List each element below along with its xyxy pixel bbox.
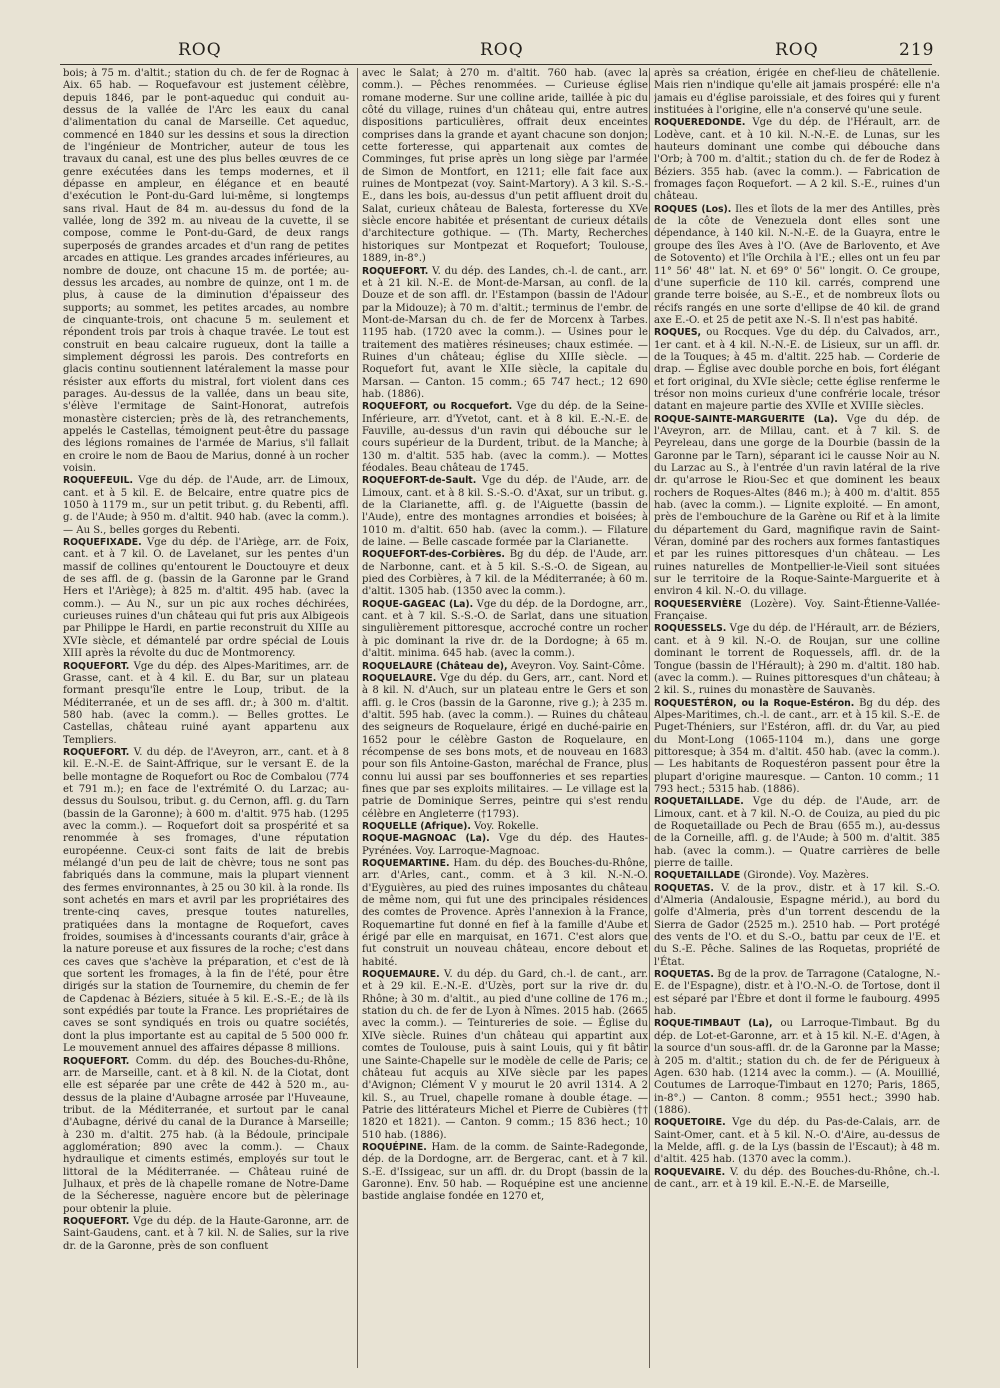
entry-headword: ROQUEFORT. — [63, 1055, 130, 1067]
entry-headword: ROQUE-SAINTE-MARGUERITE (La). — [654, 413, 838, 425]
dictionary-entry — [362, 969, 648, 1142]
dictionary-entry — [63, 1216, 349, 1253]
header-rule — [60, 64, 932, 65]
entry-text: Vge du dép. de l'Aude, arr. de Limoux, cant. et à 8 kil. S.-S.-O. d'Axat, sur un tribut. g. de la Clarianette, affl. g. de l'Aiguette (bassin de l'Aude), entre des montagnes arrondies et boisées; à 1010 m. d'altit. 650 hab. (avec la comm.). — Filature de laine. — Belle cascade formée par la Clarianette. — [362, 475, 648, 549]
entry-headword: ROQUETAILLADE. — [654, 796, 744, 808]
entry-headword: ROQUESERVIÈRE — [654, 598, 742, 610]
entry-headword: ROQUEFORT. — [63, 1215, 130, 1227]
entry-headword: ROQUESTÉRON, ou la Roque-Estéron. — [654, 697, 855, 709]
running-head-center: ROQ — [480, 40, 524, 60]
entry-headword: ROQUÉPINE. — [362, 1141, 427, 1153]
entry-text: Vge du dép. du Pas-de-Calais, arr. de Saint-Omer, cant. et à 5 kil. N.-O. d'Aire, au-dessus de la Melde, affl. g. de la Lys (bassin de l'Escaut); à 48 m. d'altit. 425 hab. (1370 avec la comm.). — [654, 1117, 940, 1166]
entry-text: Vge du dép. de la Dordogne, arr., cant. et à 7 kil. S.-S.-O. de Sarlat, dans une situation singulièrement pittoresque, accroché contre un rocher à pic dominant la rive dr. de la Dordogne; à 65 m. d'altit. minima. 645 hab. (avec la comm.). — [362, 598, 648, 660]
entry-headword: ROQUES, — [654, 327, 702, 339]
dictionary-entry — [63, 475, 349, 537]
entry-headword: ROQUETAS. — [654, 969, 714, 981]
entry-text: Vge du dép. de l'Hérault, arr. de Lodève, cant. et à 10 kil. N.-N.-E. de Lunas, sur les hauteurs dominant une combe qui débouche dans l'Orb; à 700 m. d'altit.; station du ch. de fer de Rodez à Béziers. 355 hab. (avec la comm.). — Fabrication de fromages façon Roquefort. — A 2 kil. S.-E., ruines d'un château. — [654, 117, 940, 203]
dictionary-entry — [654, 1018, 940, 1117]
entry-headword: ROQUE-TIMBAUT (La), — [654, 1018, 773, 1030]
dictionary-entry — [362, 673, 648, 821]
dictionary-entry — [63, 1056, 349, 1216]
dictionary-entry — [362, 1142, 648, 1204]
dictionary-entry — [654, 117, 940, 203]
entry-headword: ROQUEFORT. — [362, 265, 429, 277]
dictionary-entry — [362, 661, 648, 673]
entry-text: V. du dép. du Gard, ch.-l. de cant., arr. et à 29 kil. E.-N.-E. d'Uzès, port sur la rive dr. du Rhône; à 30 m. d'altit., au pied d'une colline de 176 m.; station du ch. de fer de Lyon à Nîmes. 2015 hab. (2665 avec la comm.). — Teintureries de soie. — Église du XIVe siècle. Ruines d'un château qui appartint aux comtes de Toulouse, puis à saint Louis, qui y fit bâtir une Sainte-Chapelle sur le modèle de celle de Paris; ce château fut acquis au XIVe siècle par les papes d'Avignon; Clément V y mourut le 20 avril 1314. A 2 kil. S., au Truel, chapelle romane à double étage. — Patrie des littérateurs Michel et Pierre de Cubières (†† 1820 et 1821). — Canton. 9 comm.; 15 836 hect.; 10 510 hab. (1886). — [362, 969, 648, 1141]
column-divider — [357, 68, 358, 1368]
entry-headword: ROQUEFEUIL. — [63, 475, 134, 487]
dictionary-entry — [654, 796, 940, 870]
dictionary-entry — [362, 475, 648, 549]
entry-text: Comm. du dép. des Bouches-du-Rhône, arr. de Marseille, cant. et à 8 kil. N. de la Ciotat, dont elle est séparée par une crête de 442 à 520 m., au-dessus de la plaine d'Aubagne arrosée par l'Huveaune, tribut. de la Méditerranée, et surtout par le canal d'Aubagne, dérivé du canal de la Durance à Marseille; à 230 m. d'altit. 275 hab. (à la Bédoule, principale agglomération; 890 avec la comm.). — Chaux hydraulique et ciments estimés, employés sur tout le littoral de la Méditerranée. — Château ruiné de Julhaux, et près de là chapelle romane de Notre-Dame de la Sécheresse, naguère encore but de pèlerinage pour obtenir la pluie. — [63, 1055, 349, 1215]
entry-headword: ROQUE-MAGNOAC (La). — [362, 833, 490, 845]
entry-text: Vge du dép. de la Haute-Garonne, arr. de Saint-Gaudens, cant. et à 7 kil. N. de Salies, sur la rive dr. de la Garonne, près de son confluent — [63, 1215, 349, 1252]
dictionary-entry — [654, 414, 940, 599]
entry-text: ou Larroque-Timbaut. Bg du dép. de Lot-et-Garonne, arr. et à 15 kil. N.-E. d'Agen, à la source d'un sous-affl. dr. de la Garonne par la Masse; à 205 m. d'altit.; station du ch. de fer de Périgueux à Agen. 630 hab. (1214 avec la comm.). — (A. Mouillié, Coutumes de Larroque-Timbaut en 1270; Paris, 1865, in-8°.) — Canton. 8 comm.; 9551 hect.; 3990 hab. (1886). — [654, 1018, 940, 1116]
column-1 — [63, 68, 349, 1368]
dictionary-entry — [654, 68, 940, 117]
dictionary-entry — [362, 401, 648, 475]
column-3 — [654, 68, 940, 1368]
dictionary-entry — [362, 858, 648, 969]
dictionary-entry — [362, 266, 648, 402]
entry-headword: ROQUEREDONDE. — [654, 117, 746, 129]
entry-text: avec le Salat; à 270 m. d'altit. 760 hab. (avec la comm.). — Pêches renommées. — Curieuse église romane moderne. Sur une colline aride, taillée à pic du côté du village, ruines d'un château qui, entre autres dispositions particulières, offrait deux enceintes comprises dans la grande et ayant chacune son donjon; cette forteresse, qui appartenait aux comtes de Comminges, fut prise après un long siège par l'armée de Simon de Montfort, en 1211; elle fait face aux ruines de Montpezat (voy. Saint-Martory). A 3 kil. S.-S.-E., dans les bois, au-dessus d'un petit affluent droit du Salat, curieux château de Balesta, forteresse du XVe siècle encore habitée et présentant de curieux détails d'architecture gothique. — (Th. Marty, Recherches historiques sur Montpezat et Roquefort; Toulouse, 1889, in-8°.) — [362, 68, 648, 265]
entry-headword: ROQUEFORT-de-Sault. — [362, 475, 477, 487]
entry-text: Bg du dép. des Alpes-Maritimes, ch.-l. de cant., arr. et à 15 kil. S.-E. de Puget-Théniers, sur l'Estéron, affl. dr. du Var, au pied du Mont-Long (1065-1104 m.), dans une gorge pittoresque; à 354 m. d'altit. 450 hab. (avec la comm.). — Les habitants de Roquestéron passent pour être la plupart d'origine mauresque. — Canton. 10 comm.; 11 793 hect.; 5315 hab. (1886). — [654, 697, 940, 795]
entry-headword: ROQUESSELS. — [654, 623, 727, 635]
entry-text: Vge du dép. des Hautes-Pyrénées. Voy. Larroque-Magnoac. — [362, 833, 648, 857]
entry-text: ou Rocques. Vge du dép. du Calvados, arr., 1er cant. et à 4 kil. N.-N.-E. de Lisieux, sur un affl. dr. de la Touques; à 45 m. d'altit. 225 hab. — Corderie de drap. — Église avec double porche en bois, fort élégant et fort original, du XVIe siècle; cette église renferme le trésor non moins curieux d'une confrérie locale, trésor datant en majeure partie des XVIIe et XVIIIe siècles. — [654, 327, 940, 413]
entry-text: bois; à 75 m. d'altit.; station du ch. de fer de Rognac à Aix. 65 hab. — Roquefavour est justement célèbre, depuis 1846, par le pont-aqueduc qui conduit au-dessus de la vallée de l'Arc les eaux du canal d'alimentation du canal de Marseille. Cet aqueduc, commencé en 1840 sur les dessins et sous la direction de l'ingénieur de Montricher, auteur de tous les travaux du canal, est une des plus belles œuvres de ce genre exécutées dans les temps modernes, et il dépasse en ampleur, en élégance et en beauté d'exécution le Pont-du-Gard lui-même, si longtemps sans rival. Haut de 84 m. au-dessus du fond de la vallée, long de 392 m. au niveau de la cuvette, il se compose, comme le Pont-du-Gard, de deux rangs superposés de grandes arcades et d'un rang de petites arcades en attique. Les grandes arcades inférieures, au nombre de douze, ont chacune 15 m. de portée; au-dessus les arcades, au nombre de quinze, ont 1 m. de plus, à cause de la diminution d'épaisseur des supports; au sommet, les petites arcades, au nombre de cinquante-trois, ont chacune 5 m. seulement et répondent trois par trois à chaque travée. Le tout est construit en beau calcaire rugueux, dont la taille a simplement dégrossi les parois. Des contreforts en glacis continu soutiennent latéralement la masse pour résister aux efforts du mistral, fort violent dans ces parages. Au-dessus de la vallée, dans un beau site, s'élève l'ermitage de Saint-Honorat, autrefois monastère cistercien; près de là, des retranchements, appelés le Castellas, témoignent peut-être du passage des légions romaines de l'armée de Marius, s'il fallait en croire le nom de Baou de Marius, donné à un rocher voisin. — [63, 68, 349, 474]
entry-text: Vge du dép. de l'Aude, arr. de Limoux, cant. et à 7 kil. N.-O. de Couiza, au pied du pic de Roquetaillade ou Pech de Brau (655 m.), au-dessus de la Corneille, affl. g. de l'Aude; à 500 m. d'altit. 385 hab. (avec la comm.). — Quatre carrières de belle pierre de taille. — [654, 796, 940, 869]
dictionary-entry — [654, 698, 940, 797]
dictionary-entry — [654, 327, 940, 413]
entry-text: Ham. du dép. des Bouches-du-Rhône, arr. d'Arles, cant., comm. et à 3 kil. N.-N.-O. d'Eyguières, au pied des ruines imposantes du château de même nom, qui fut une des principales résidences des comtes de Provence. Après l'annexion à la France, Roquemartine fut donné en fief à la famille d'Aube et érigé par elle en marquisat, en 1671. C'est alors que fut construit un nouveau château, encore debout et habité. — [362, 858, 648, 968]
entry-headword: ROQUEVAIRE. — [654, 1166, 726, 1178]
column-divider — [649, 68, 650, 1368]
entry-text: Vge du dép. de l'Ariège, arr. de Foix, cant. et à 7 kil. O. de Lavelanet, sur les pentes d'un massif de collines qu'entourent le Douctouyre et deux de ses affl. de g. (bassin de la Garonne par le Grand Hers et l'Ariège); à 825 m. d'altit. 495 hab. (avec la comm.). — Au N., sur un pic aux roches déchirées, curieuses ruines d'un château qui fut pris aux Albigeois par Philippe le Hardi, en partie reconstruit du XIIIe au XVIe siècle, et démantelé par ordre spécial de Louis XIII après la révolte du duc de Montmorency. — [63, 537, 349, 660]
entry-headword: ROQUETOIRE. — [654, 1117, 726, 1129]
dictionary-entry — [654, 623, 940, 697]
entry-headword: ROQUEFORT. — [63, 660, 130, 672]
dictionary-entry — [63, 661, 349, 747]
dictionary-entry — [63, 68, 349, 475]
dictionary-entry — [654, 1167, 940, 1192]
dictionary-entry — [362, 599, 648, 661]
page-number: 219 — [899, 40, 935, 60]
entry-text: Vge du dép. de l'Aveyron, arr. de Millau, cant. et à 7 kil. S. de Peyreleau, dans une gorge de la Dourbie (bassin de la Garonne par le Tarn), séparant ici le causse Noir au N. du Larzac au S., à l'entrée d'un ravin latéral de la rive dr. qu'arrose le Riou-Sec et que dominent les beaux rochers de Roques-Altes (846 m.); à 400 m. d'altit. 855 hab. (avec la comm.). — Lignite exploité. — En amont, près de l'embouchure de la Garène ou Rif et à la limite du département du Gard, magnifique ravin de Saint-Véran, dominé par des rochers aux formes fantastiques et par les ruines pittoresques d'un château. — Les ruines naturelles de Montpellier-le-Vieil sont situées sur le territoire de la Roque-Sainte-Marguerite et à environ 4 kil. N.-O. du village. — [654, 413, 940, 598]
dictionary-entry — [362, 68, 648, 266]
dictionary-entry — [654, 870, 940, 882]
entry-text: après sa création, érigée en chef-lieu de châtellenie. Mais rien n'indique qu'elle ait jamais prospéré: elle n'a jamais eu d'église paroissiale, et des foires qui y furent instituées à l'origine, elle n'a conservé qu'une seule. — [654, 68, 940, 117]
dictionary-entry — [654, 969, 940, 1018]
entry-headword: ROQUEFORT. — [63, 746, 130, 758]
dictionary-entry — [654, 599, 940, 624]
dictionary-entry — [63, 747, 349, 1056]
entry-text: (Gironde). Voy. Mazères. — [743, 870, 869, 882]
entry-text: V. du dép. des Landes, ch.-l. de cant., arr. et à 21 kil. N.-E. de Mont-de-Marsan, au confl. de la Douze et de son affl. dr. l'Estampon (bassin de l'Adour par la Midouze); à 70 m. d'altit.; terminus de l'embr. de Mont-de-Marsan du ch. de fer de Morcenx à Tarbes. 1195 hab. (1720 avec la comm.). — Usines pour le traitement des matières résineuses; chaux estimée. — Ruines d'un château; église du XIIIe siècle. — Roquefort fut, avant le XIIe siècle, la capitale du Marsan. — Canton. 15 comm.; 65 747 hect.; 12 690 hab. (1886). — [362, 265, 648, 400]
entry-headword: ROQUELAURE. — [362, 672, 437, 684]
entry-text: V. du dép. des Bouches-du-Rhône, ch.-l. de cant., arr. et à 19 kil. E.-N.-E. de Marseille, — [654, 1166, 940, 1190]
entry-headword: ROQUEMAURE. — [362, 969, 440, 981]
entry-text: Vge du dép. du Gers, arr., cant. Nord et à 8 kil. N. d'Auch, sur un plateau entre le Gers et son affl. g. le Cros (bassin de la Garonne, rive g.); à 235 m. d'altit. 595 hab. (avec la comm.). — Ruines du château des seigneurs de Roquelaure, érigé en duché-pairie en 1652 pour le célèbre Gaston de Roquelaure, en récompense de ses bons mots, et de nouveau en 1683 pour son fils Antoine-Gaston, maréchal de France, plus connu lui aussi par ses bouffonneries et ses reparties fines que par ses exploits militaires. — Le village est la patrie de Dominique Serres, peintre qui s'est rendu célèbre en Angleterre (†1793). — [362, 672, 648, 820]
entry-headword: ROQUELAURE (Château de), — [362, 660, 508, 672]
dictionary-entry — [63, 537, 349, 660]
column-2 — [362, 68, 648, 1368]
entry-headword: ROQUETAS. — [654, 882, 714, 894]
entry-text: Iles et îlots de la mer des Antilles, près de la côte de Venezuela dont elles sont une dépendance, à 140 kil. N.-N.-E. de la Guayra, entre le groupe des îles Aves à l'O. (Ave de Barlovento, et Ave de Sotovento) et l'île Orchila à l'E.; elles ont un feu par 11° 56' 48'' lat. N. et 69° 0' 56'' longit. O. Ce groupe, d'une superficie de 110 kil. carrés, comprend une grande terre boisée, au S.-E., et de nombreux îlots ou récifs rangés en une sorte d'ellipse de 40 kil. de grand axe E.-O. et 25 de petit axe N.-S. Il n'est pas habité. — [654, 203, 940, 326]
entry-text: Vge du dép. de la Seine-Inférieure, arr. d'Yvetot, cant. et à 8 kil. E.-N.-E. de Fauville, au-dessus d'un ravin qui débouche sur le cours supérieur de la Durdent, tribut. de la Manche; à 130 m. d'altit. 535 hab. (avec la comm.). — Mottes féodales. Beau château de 1745. — [362, 401, 648, 474]
entry-text: (Lozère). Voy. Saint-Étienne-Vallée-Française. — [654, 598, 940, 623]
dictionary-entry — [362, 833, 648, 858]
entry-headword: ROQUELLE (Afrique). — [362, 820, 471, 832]
entry-text: Voy. Rokelle. — [474, 820, 539, 832]
entry-headword: ROQUETAILLADE — [654, 870, 741, 882]
entry-text: Bg de la prov. de Tarragone (Catalogne, N.-E. de l'Espagne), distr. et à l'O.-N.-O. de Tortose, dont il est séparé par l'Èbre et dont il forme le faubourg. 4995 hab. — [654, 969, 940, 1018]
entry-headword: ROQUE-GAGEAC (La). — [362, 598, 474, 610]
entry-headword: ROQUEFIXADE. — [63, 537, 142, 549]
running-head-left: ROQ — [178, 40, 222, 60]
entry-text: V. de la prov., distr. et à 17 kil. S.-O. d'Almeria (Andalousie, Espagne mérid.), au bord du golfe d'Almeria, près d'un torrent descendu de la Sierra de Gador (2525 m.). 2510 hab. — Port protégé des vents de l'O. et du S.-O., battu par ceux de l'E. et du S.-E. Pêche. Salines de las Roquetas, propriété de l'État. — [654, 882, 940, 968]
entry-headword: ROQUEFORT-des-Corbières. — [362, 549, 505, 561]
entry-text: Vge du dép. de l'Hérault, arr. de Béziers, cant. et à 9 kil. N.-O. de Roujan, sur une colline dominant le torrent de Roquessels, affl. dr. de la Tongue (bassin de l'Hérault); à 290 m. d'altit. 180 hab. (avec la comm.). — Ruines pittoresques d'un château; à 2 kil. S., ruines du monastère de Sauvanès. — [654, 623, 940, 697]
entry-headword: ROQUES (Los). — [654, 203, 732, 215]
entry-text: Ham. de la comm. de Sainte-Radegonde, dép. de la Dordogne, arr. de Bergerac, cant. et à 7 kil. S.-E. d'Issigeac, sur un affl. dr. du Dropt (bassin de la Garonne). Env. 50 hab. — Roquépine est une ancienne bastide anglaise fondée en 1270 et, — [362, 1141, 648, 1203]
dictionary-entry — [654, 883, 940, 969]
dictionary-entry — [654, 1117, 940, 1166]
entry-text: Bg du dép. de l'Aude, arr. de Narbonne, cant. et à 5 kil. S.-S.-O. de Sigean, au pied des Corbières, à 7 kil. de la Méditerranée; à 60 m. d'altit. 1305 hab. (1350 avec la comm.). — [362, 549, 648, 598]
dictionary-entry — [362, 549, 648, 598]
entry-headword: ROQUEMARTINE. — [362, 858, 450, 869]
running-head-right: ROQ — [775, 40, 819, 60]
entry-text: Aveyron. Voy. Saint-Côme. — [510, 660, 645, 672]
dictionary-entry — [654, 204, 940, 327]
entry-text: Vge du dép. de l'Aude, arr. de Limoux, cant. et à 5 kil. E. de Belcaire, entre quatre pics de 1050 à 1179 m., sur un petit tribut. g. du Rebenti, affl. g. de l'Aude; à 950 m. d'altit. 940 hab. (avec la comm.). — Au S., belles gorges du Rebenti. — [63, 475, 349, 536]
entry-text: V. du dép. de l'Aveyron, arr., cant. et à 8 kil. E.-N.-E. de Saint-Affrique, sur le versant E. de la belle montagne de Roquefort ou Roc de Combalou (774 et 791 m.); en face de l'extrémité O. du Larzac; au-dessus du Soulsou, tribut. g. du Cernon, affl. g. du Tarn (bassin de la Garonne); à 600 m. d'altit. 975 hab. (1295 avec la comm.). — Roquefort doit sa prospérité et sa renommée à ses fromages, d'une réputation européenne. Ceux-ci sont faits de lait de brebis mélangé d'un peu de lait de chèvre; tous ne sont pas fabriqués dans la commune, mais la plupart viennent des fermes environnantes, à 25 ou 30 kil. à la ronde. Ils sont achetés en mars et avril par les propriétaires des trente-cinq caves, presque toutes naturelles, pratiquées dans la montagne de Roquefort, caves froides, soumises à d'incessants courants d'air, grâce à la nature poreuse et aux fissures de la roche; c'est dans ces caves que s'achève la préparation, et c'est de là que sortent les fromages, à la fin de l'été, pour être dirigés sur la station de Tournemire, du chemin de fer de Capdenac à Béziers, située à 5 kil. E.-S.-E.; de là ils sont expédiés par toute la France. Les propriétaires de caves se sont syndiqués en trois ou quatre sociétés, dont la plus importante est au capital de 5 500 000 fr. Le mouvement annuel des affaires dépasse 8 millions. — [63, 746, 349, 1055]
entry-text: Vge du dép. des Alpes-Maritimes, arr. de Grasse, cant. et à 4 kil. E. du Bar, sur un plateau formant presqu'île entre le Loup, tribut. de la Méditerranée, et un de ses affl. dr.; à 300 m. d'altit. 580 hab. (avec la comm.). — Belles grottes. Le Castellas, château ruiné ayant appartenu aux Templiers. — [63, 660, 349, 746]
dictionary-entry — [362, 821, 648, 833]
entry-headword: ROQUEFORT, ou Rocquefort. — [362, 401, 513, 413]
